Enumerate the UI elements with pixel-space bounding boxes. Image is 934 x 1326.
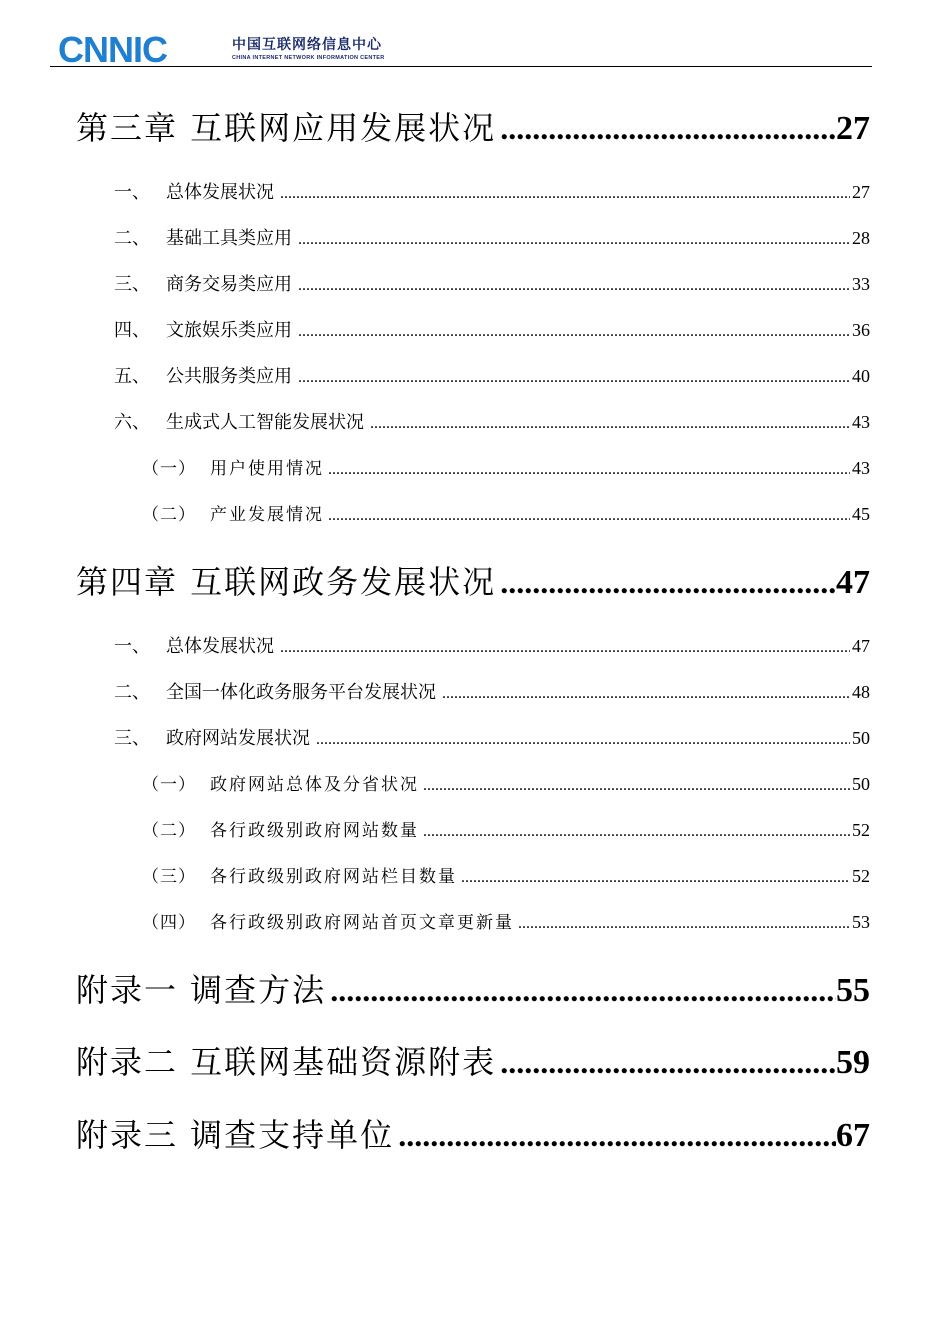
toc-leader: [280, 185, 850, 203]
toc-page-number: 43: [852, 458, 870, 478]
org-name-cn: 中国互联网络信息中心: [232, 37, 382, 53]
toc-section-number: 一、: [114, 636, 150, 657]
toc-section-number: 三、: [114, 728, 150, 749]
toc-page-number: 36: [852, 320, 870, 340]
toc-leader: [328, 461, 850, 479]
toc-section-title: 政府网站发展状况: [166, 728, 310, 749]
toc-page-number: 27: [836, 110, 870, 147]
toc-page-number: 53: [852, 912, 870, 932]
toc-subsection-title: 各行政级别政府网站首页文章更新量: [210, 913, 514, 933]
toc-section-number: 五、: [114, 366, 150, 387]
toc-page-number: 43: [852, 412, 870, 432]
toc-subsection-title: 各行政级别政府网站数量: [210, 821, 419, 841]
toc-leader: [316, 731, 850, 749]
toc-page-number: 50: [852, 728, 870, 748]
toc-leader: [500, 1044, 836, 1081]
toc-page-number: 40: [852, 366, 870, 386]
toc-section[interactable]: [114, 408, 870, 434]
toc-leader: [518, 915, 850, 933]
toc-subsection-number: （二）: [142, 505, 196, 525]
toc-subsection[interactable]: [142, 816, 870, 842]
toc-chapter-4[interactable]: [76, 557, 870, 601]
toc-subsection-title: 用户使用情况: [210, 459, 324, 479]
toc-leader: [298, 231, 850, 249]
toc-section[interactable]: [114, 178, 870, 204]
toc-section-number: 六、: [114, 412, 150, 433]
toc-subsection-title: 政府网站总体及分省状况: [210, 775, 419, 795]
toc-section-number: 一、: [114, 182, 150, 203]
toc-subsection-title: 产业发展情况: [210, 505, 324, 525]
toc-section-number: 三、: [114, 274, 150, 295]
toc-leader: [461, 869, 850, 887]
toc-section-title: 全国一体化政务服务平台发展状况: [166, 682, 436, 703]
toc-leader: [280, 639, 850, 657]
toc-page-number: 45: [852, 504, 870, 524]
toc-appendix-2[interactable]: [76, 1037, 870, 1081]
toc-section-title: 总体发展状况: [166, 636, 274, 657]
toc-appendix-3[interactable]: [76, 1110, 870, 1154]
toc-subsection[interactable]: [142, 454, 870, 480]
toc-section[interactable]: [114, 362, 870, 388]
toc-section[interactable]: [114, 316, 870, 342]
toc-page-number: 52: [852, 866, 870, 886]
toc-section-number: 二、: [114, 682, 150, 703]
toc-page-number: 55: [836, 972, 870, 1009]
toc-page-number: 50: [852, 774, 870, 794]
toc-subsection[interactable]: [142, 908, 870, 934]
org-name-en: CHINA INTERNET NETWORK INFORMATION CENTER: [232, 55, 385, 61]
toc-subsection-number: （一）: [142, 775, 196, 795]
toc-section-title: 商务交易类应用: [166, 274, 292, 295]
toc-section[interactable]: [114, 270, 870, 296]
toc-subsection-number: （一）: [142, 459, 196, 479]
toc-leader: [398, 1117, 836, 1154]
toc-chapter-title: 第三章 互联网应用发展状况: [76, 109, 497, 147]
toc-leader: [423, 823, 850, 841]
toc-page-number: 27: [852, 182, 870, 202]
toc-leader: [442, 685, 850, 703]
toc-leader: [298, 323, 850, 341]
toc-chapter-3[interactable]: [76, 103, 870, 147]
toc-subsection[interactable]: [142, 770, 870, 796]
toc-section[interactable]: [114, 724, 870, 750]
toc-subsection-number: （三）: [142, 867, 196, 887]
toc-leader: [500, 564, 836, 601]
toc-page-number: 47: [836, 564, 870, 601]
toc-subsection-number: （四）: [142, 913, 196, 933]
toc-chapter-title: 第四章 互联网政务发展状况: [76, 563, 497, 601]
logo-wordmark: CNNIC: [58, 32, 167, 66]
toc-section-number: 二、: [114, 228, 150, 249]
toc-subsection[interactable]: [142, 862, 870, 888]
toc-section-title: 文旅娱乐类应用: [166, 320, 292, 341]
toc-page-number: 47: [852, 636, 870, 656]
toc-section-title: 生成式人工智能发展状况: [166, 412, 364, 433]
toc-leader: [328, 507, 850, 525]
toc-section[interactable]: [114, 678, 870, 704]
toc-section-title: 公共服务类应用: [166, 366, 292, 387]
toc-leader: [298, 369, 850, 387]
toc-section-title: 总体发展状况: [166, 182, 274, 203]
toc-subsection-number: （二）: [142, 821, 196, 841]
toc-chapter-title: 附录三 调查支持单位: [76, 1116, 395, 1154]
toc-leader: [330, 972, 836, 1009]
toc-section-number: 四、: [114, 320, 150, 341]
toc-section-title: 基础工具类应用: [166, 228, 292, 249]
toc-section[interactable]: [114, 224, 870, 250]
toc-leader: [500, 110, 836, 147]
toc-section[interactable]: [114, 632, 870, 658]
toc-leader: [298, 277, 850, 295]
toc-subsection-title: 各行政级别政府网站栏目数量: [210, 867, 457, 887]
toc-chapter-title: 附录一 调查方法: [76, 971, 327, 1009]
toc-appendix-1[interactable]: [76, 965, 870, 1009]
toc-leader: [423, 777, 850, 795]
toc-page-number: 67: [836, 1117, 870, 1154]
toc-page-number: 52: [852, 820, 870, 840]
toc-chapter-title: 附录二 互联网基础资源附表: [76, 1043, 497, 1081]
toc-leader: [370, 415, 850, 433]
toc-subsection[interactable]: [142, 500, 870, 526]
toc-page-number: 33: [852, 274, 870, 294]
toc-page-number: 28: [852, 228, 870, 248]
toc-page-number: 59: [836, 1044, 870, 1081]
toc-page-number: 48: [852, 682, 870, 702]
